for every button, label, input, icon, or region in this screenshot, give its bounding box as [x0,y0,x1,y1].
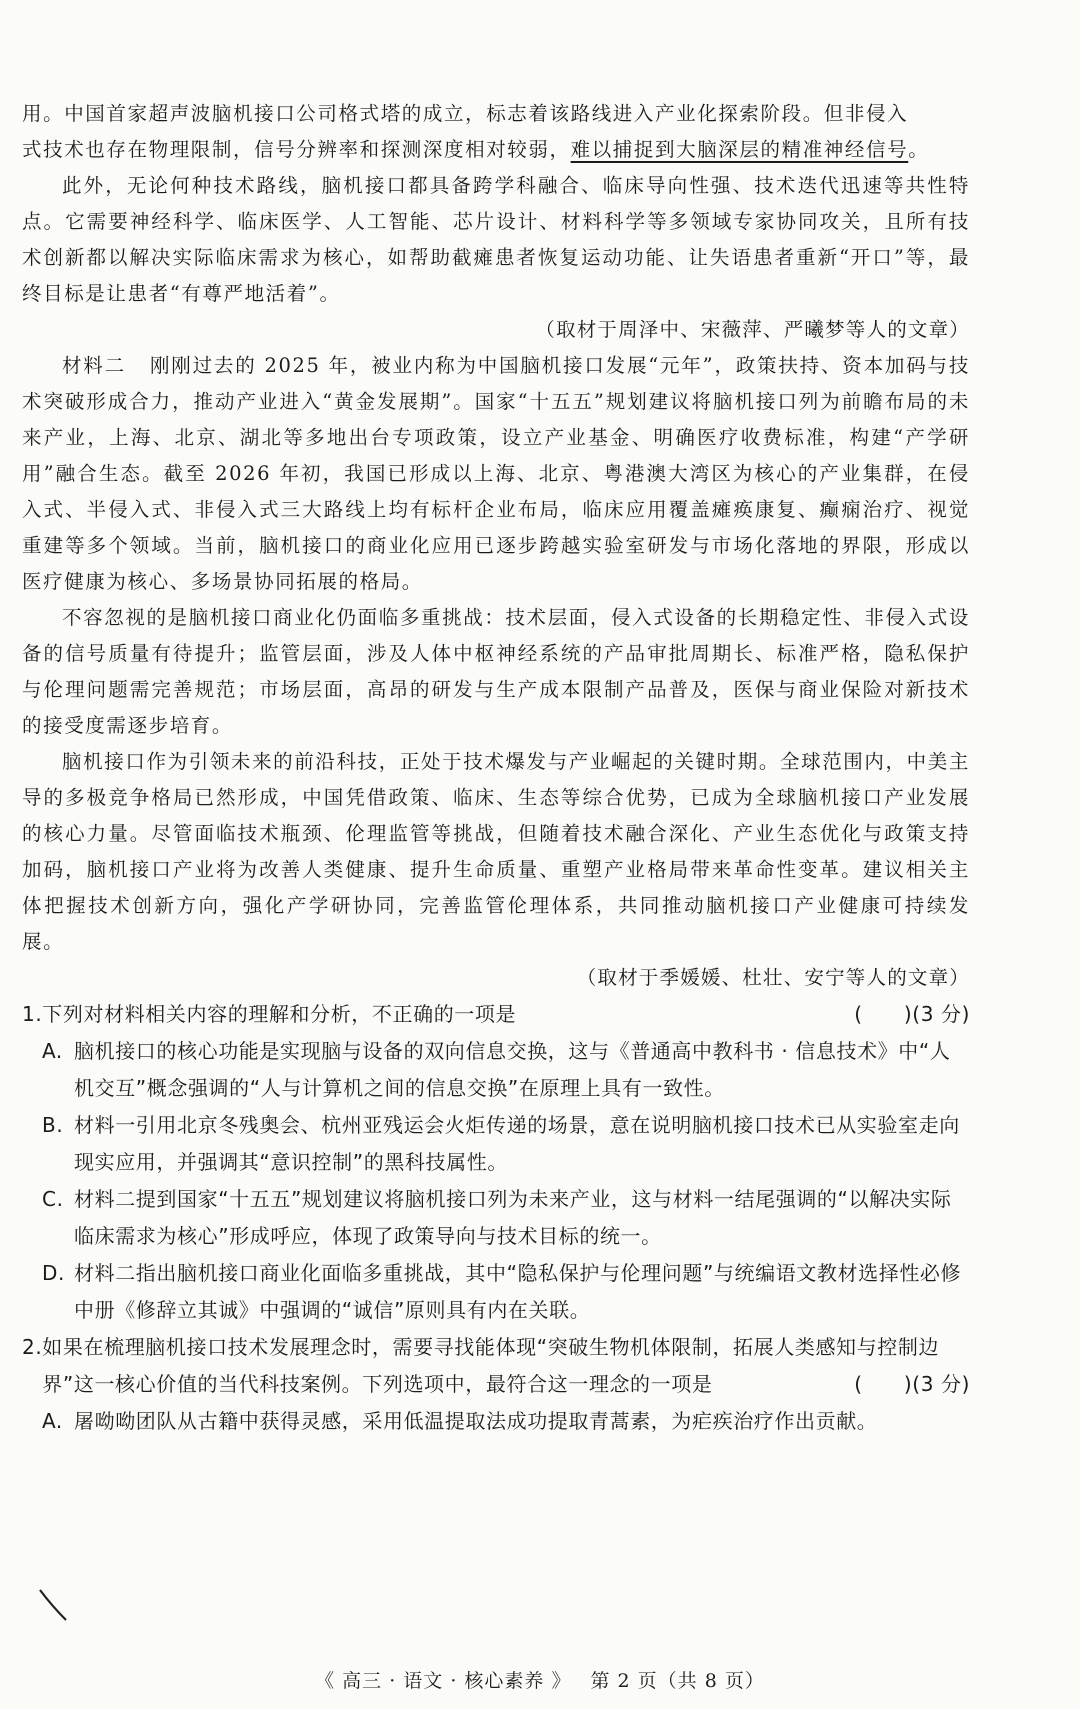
question-2-stem-text: 如果在梳理脑机接口技术发展理念时，需要寻找能体现“突破生物机体限制，拓展人类感知与控制边界”这一核心价值的当代科技案例。下列选项中，最符合这一理念的一项是 [42,1335,940,1396]
question-1-stem-text: 下列对材料相关内容的理解和分析，不正确的一项是 [42,1002,517,1026]
material2-source: （取材于季媛媛、杜壮、安宁等人的文章） [576,966,970,989]
option-letter: D. [42,1261,65,1285]
q2-option-a [42,1403,970,1440]
question-1-stem [42,996,970,1033]
option-text: 脑机接口的核心功能是实现脑与设备的双向信息交换，这与《普通高中教科书 · 信息技术》中“人机交互”概念强调的“人与计算机之间的信息交换”在原理上具有一致性。 [74,1039,951,1100]
material2-label: 材料二 [62,354,126,377]
material2-paragraph2: 不容忽视的是脑机接口商业化仍面临多重挑战：技术层面，侵入式设备的长期稳定性、非侵入式设备的信号质量有待提升；监管层面，涉及人体中枢神经系统的产品审批周期长、标准严格，隐私保护与伦理问题需完善规范；市场层面，高昂的研发与生产成本限制产品普及，医保与商业保险对新技术的接受度需逐步培育。 [22,606,970,737]
underlined-phrase: 难以捕捉到大脑深层的精准神经信号 [570,138,909,161]
question-2-number: 2. [22,1335,43,1359]
q1-option-d [42,1255,970,1329]
question-1-number: 1. [22,1002,43,1026]
q1-option-b [42,1107,970,1181]
answer-blank: ( )(3 分) [854,1372,970,1396]
q1-option-c [42,1181,970,1255]
option-text: 材料一引用北京冬残奥会、杭州亚残运会火炬传递的场景，意在说明脑机接口技术已从实验室走向现实应用，并强调其“意识控制”的黑科技属性。 [74,1113,960,1174]
question-2-stem [42,1329,970,1403]
material1-line2 [22,132,970,168]
material1-source: （取材于周泽中、宋薇萍、严曦梦等人的文章） [535,318,970,341]
exam-page [0,96,1080,1709]
option-letter: B. [42,1113,64,1137]
material1-paragraph: 此外，无论何种技术路线，脑机接口都具备跨学科融合、临床导向性强、技术迭代迅速等共性特点。它需要神经科学、临床医学、人工智能、芯片设计、材料科学等多领域专家协同攻关，且所有技术创新都以解决实际临床需求为核心，如帮助截瘫患者恢复运动功能、让失语患者重新“开口”等，最终目标是让患者“有尊严地活着”。 [22,174,970,305]
material1-line1: 用。中国首家超声波脑机接口公司格式塔的成立，标志着该路线进入产业化探索阶段。但非侵入 [22,102,909,125]
question-1 [22,996,970,1033]
option-letter: A. [42,1409,63,1433]
material2-paragraph3: 脑机接口作为引领未来的前沿科技，正处于技术爆发与产业崛起的关键时期。全球范围内，中美主导的多极竞争格局已然形成，中国凭借政策、临床、生态等综合优势，已成为全球脑机接口产业发展的核心力量。尽管面临技术瓶颈、伦理监管等挑战，但随着技术融合深化、产业生态优化与政策支持加码，脑机接口产业将为改善人类健康、提升生命质量、重塑产业格局带来革命性变革。建议相关主体把握技术创新方向，强化产学研协同，完善监管伦理体系，共同推动脑机接口产业健康可持续发展。 [22,750,970,953]
period: 。 [908,138,930,161]
option-letter: C. [42,1187,64,1211]
option-letter: A. [42,1039,63,1063]
option-text: 材料二指出脑机接口商业化面临多重挑战，其中“隐私保护与伦理问题”与统编语文教材选择性必修中册《修辞立其诚》中强调的“诚信”原则具有内在关联。 [74,1261,962,1322]
material2-para1-text: 刚刚过去的 2025 年，被业内称为中国脑机接口发展“元年”，政策扶持、资本加码与技术突破形成合力，推动产业进入“黄金发展期”。国家“十五五”规划建议将脑机接口列为前瞻布局的未来产业，上海、北京、湖北等多地出台专项政策，设立产业基金、明确医疗收费标准，构建“产学研用”融合生态。截至 2026 年初，我国已形成以上海、北京、粤港澳大湾区为核心的产业集群，在侵入式、半侵入式、非侵入式三大路线上均有标杆企业布局，临床应用覆盖瘫痪康复、癫痫治疗、视觉重建等多个领域。当前，脑机接口的商业化应用已逐步跨越实验室研发与市场化落地的界限，形成以医疗健康为核心、多场景协同拓展的格局。 [22,354,970,593]
footer-title: 《 高三 · 语文 · 核心素养 》 [315,1670,572,1692]
answer-blank: ( )(3 分) [854,1002,970,1026]
material2-paragraph1 [22,348,970,600]
option-text: 材料二提到国家“十五五”规划建议将脑机接口列为未来产业，这与材料一结尾强调的“以解决实际临床需求为核心”形成呼应，体现了政策导向与技术目标的统一。 [74,1187,952,1248]
question-2 [22,1329,970,1403]
q1-option-a [42,1033,970,1107]
material1-line2-text: 式技术也存在物理限制，信号分辨率和探测深度相对较弱， [22,138,571,161]
footer-page-number: 第 2 页（共 8 页） [590,1670,765,1692]
option-text: 屠呦呦团队从古籍中获得灵感，采用低温提取法成功提取青蒿素，为疟疾治疗作出贡献。 [74,1409,878,1433]
page-footer [0,1666,1080,1693]
handwritten-strike-mark [36,1586,76,1626]
